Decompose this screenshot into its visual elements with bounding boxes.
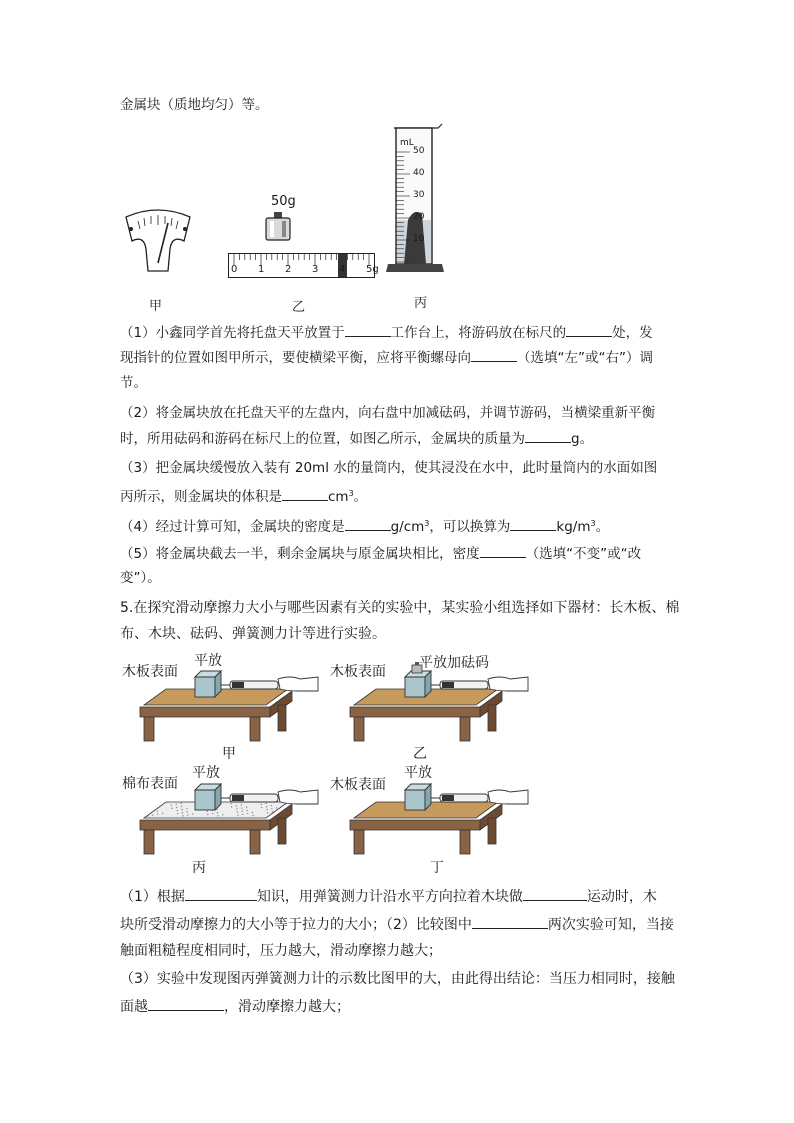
q3-text-a: 丙所示，则金属块的体积是 [120, 489, 282, 505]
q3-line-2 [120, 484, 367, 507]
q3-text-c: 。 [353, 489, 368, 505]
answer-blank-1[interactable] [345, 322, 391, 337]
q2-text-b: g。 [571, 431, 594, 447]
placement-label-ding: 平放 [404, 765, 432, 781]
intro-text: 金属块（质地均匀）等。 [120, 97, 269, 113]
p5q-text-d: 块所受滑动摩擦力的大小等于拉力的大小；（2）比较图中 [120, 917, 472, 933]
figure-label-yi: 乙 [292, 300, 306, 315]
ruler-tick-label: 4 [339, 264, 346, 275]
q5-text-a: （5）将金属块截去一半，剩余金属块与原金属块相比，密度 [120, 546, 480, 562]
p5q-line-5 [120, 996, 350, 1017]
surface-label-jia: 木板表面 [122, 664, 178, 680]
figure-label-jia: 甲 [149, 299, 163, 314]
q2-text-a: 时，所用砝码和游码在标尺上的位置，如图乙所示，金属块的质量为 [120, 431, 525, 447]
q1-line-1 [120, 322, 653, 343]
cylinder-unit: mL [400, 138, 414, 148]
problem5-line-2: 布、木块、砝码、弹簧测力计等进行实验。 [120, 626, 386, 642]
answer-blank-12[interactable] [148, 996, 224, 1011]
ruler-tick-label: 0 [231, 264, 238, 275]
q5-line-2: 变”）。 [120, 570, 161, 586]
scene-label-bing: 丙 [192, 860, 206, 876]
problem5-line-1: 5.在探究滑动摩擦力大小与哪些因素有关的实验中，某实验小组选择如下器材：长木板、棉 [120, 600, 680, 616]
placement-label-jia: 平放 [194, 653, 222, 669]
cylinder-tick-label: 50 [413, 146, 425, 156]
placement-label-bing: 平放 [192, 765, 220, 781]
p5q-text-e: 两次实验可知，当接 [547, 917, 674, 933]
q4-unit-1: g/cm [390, 519, 425, 535]
ruler-icon [228, 253, 376, 279]
weight-icon [264, 212, 292, 242]
p5q-text-g: ，滑动摩擦力越大； [224, 999, 350, 1015]
q4-text-c: ，可以换算为 [429, 519, 511, 535]
q3-unit: cm [328, 489, 349, 505]
answer-blank-11[interactable] [472, 914, 548, 929]
q2-line-1: （2）将金属块放在托盘天平的左盘内，向右盘中加减砝码，并调节游码，当横梁重新平衡 [120, 405, 656, 421]
answer-blank-2[interactable] [566, 322, 612, 337]
ruler-tick-label: 5g [366, 264, 379, 275]
surface-label-ding: 木板表面 [330, 777, 386, 793]
q1-text-a: （1）小鑫同学首先将托盘天平放置于 [120, 325, 345, 341]
scene-label-yi: 乙 [413, 746, 427, 762]
placement-label-yi: 平放加砝码 [419, 655, 489, 671]
answer-blank-10[interactable] [523, 886, 587, 901]
p5q-text-f: 面越 [120, 999, 148, 1015]
q1-text-b: 工作台上，将游码放在标尺的 [390, 325, 567, 341]
q2-line-2 [120, 428, 593, 449]
q1-text-d: 现指针的位置如图甲所示，要使横梁平衡，应将平衡螺母向 [120, 350, 471, 366]
q4-text-e: 。 [595, 519, 610, 535]
answer-blank-3[interactable] [471, 347, 517, 362]
q4-unit-2-sup: 3 [590, 519, 596, 528]
p5q-line-1 [120, 886, 657, 907]
surface-label-bing: 棉布表面 [122, 776, 178, 792]
p5q-text-c: 运动时，木 [586, 889, 657, 905]
q3-unit-sup: 3 [348, 489, 354, 498]
cylinder-tick-label: 40 [413, 168, 425, 178]
ruler-tick-label: 2 [285, 264, 292, 275]
answer-blank-7[interactable] [510, 516, 556, 531]
cylinder-tick-label: 10 [413, 234, 425, 244]
q1-line-2 [120, 347, 653, 368]
figure-label-bing: 丙 [414, 296, 428, 311]
p5q-line-4: （3）实验中发现图丙弹簧测力计的示数比图甲的大，由此得出结论：当压力相同时，接触 [120, 971, 675, 987]
p5q-line-3: 触面粗糙程度相同时，压力越大，滑动摩擦力越大； [120, 943, 442, 959]
cylinder-tick-label: 20 [413, 212, 425, 222]
q4-line [120, 514, 609, 537]
answer-blank-5[interactable] [282, 486, 328, 501]
q4-unit-1-sup: 3 [424, 519, 430, 528]
answer-blank-9[interactable] [185, 886, 257, 901]
q3-line-1: （3）把金属块缓慢放入装有 20ml 水的量筒内，使其浸没在水中，此时量筒内的水面如图 [120, 460, 658, 476]
p5q-text-b: 知识，用弹簧测力计沿水平方向拉着木块做 [256, 889, 523, 905]
q4-unit-2: kg/m [556, 519, 591, 535]
p5q-line-2 [120, 914, 674, 935]
q1-text-e: （选填“左”或“右”）调 [517, 350, 653, 366]
answer-blank-4[interactable] [525, 428, 571, 443]
ruler-tick-label: 3 [312, 264, 319, 275]
ruler-tick-label: 1 [258, 264, 265, 275]
cylinder-tick-label: 30 [413, 190, 425, 200]
q5-line-1 [120, 543, 641, 564]
p5q-text-a: （1）根据 [120, 889, 185, 905]
balance-pointer-figure [118, 205, 198, 275]
scene-label-jia: 甲 [222, 746, 236, 762]
weight-label: 50g [271, 194, 296, 209]
q5-text-b: （选填“不变”或“改 [525, 546, 642, 562]
answer-blank-8[interactable] [480, 543, 526, 558]
surface-label-yi: 木板表面 [330, 664, 386, 680]
q1-line-3: 节。 [120, 375, 147, 391]
answer-blank-6[interactable] [345, 516, 391, 531]
q1-text-c: 处，发 [612, 325, 653, 341]
q4-text-a: （4）经过计算可知，金属块的密度是 [120, 519, 345, 535]
scene-label-ding: 丁 [430, 860, 444, 876]
